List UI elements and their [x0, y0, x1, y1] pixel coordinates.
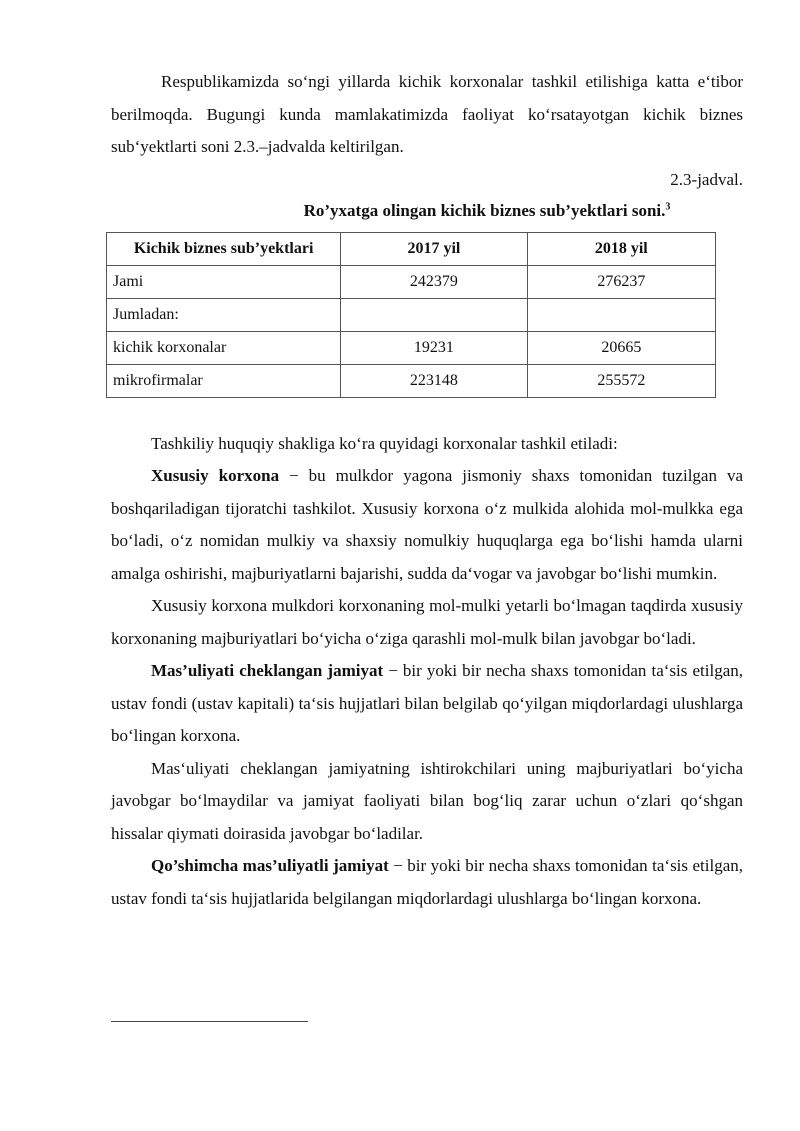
- intro-paragraph: Respublikamizda so‘ngi yillarda kichik korxonalar tashkil etilishiga katta e‘tibor berilmoqda. Bugungi kunda mamlakatimizda faoliyat ko‘rsatayotgan kichik biznes sub‘yektlarti soni 2.3.–jadvalda keltirilgan.: [111, 72, 743, 156]
- table-row: [107, 298, 716, 331]
- body-paragraph: [111, 850, 743, 915]
- footnote-mark: 3: [665, 200, 671, 212]
- header-subjects: Kichik biznes sub’yektlari: [107, 232, 341, 265]
- table-row: [107, 331, 716, 364]
- paragraph-text: − bu mulkdor yagona jismoniy shaxs tomonidan tuzilgan va boshqariladigan tijoratchi tashkilot. Xususiy korxona o‘z mulkida alohida mol-mulkka ega bo‘ladi, o‘z nomidan mulkiy va shaxsiy nomulkiy huquqlarga ega bo‘lishi hamda ularni amalga oshirishi, majburiyatlarni bajarishi, sudda da‘vogar va javobgar bo‘lishi mumkin.: [111, 466, 743, 583]
- header-2018: 2018 yil: [527, 232, 715, 265]
- row-value-2018: 20665: [527, 331, 715, 364]
- paragraph-text: − bir yoki bir necha shaxs tomonidan ta‘sis etilgan, ustav fondi (ustav kapitali) ta‘sis hujjatlari bilan belgilab qo‘yilgan miqdorlardagi ulushlarga bo‘lingan korxona.: [111, 661, 743, 745]
- body-paragraph: [111, 590, 743, 655]
- row-label: kichik korxonalar: [107, 331, 341, 364]
- term-bold: Qo’shimcha mas’uliyatli jamiyat: [151, 856, 389, 875]
- row-label: Jumladan:: [107, 298, 341, 331]
- footnote-divider: [111, 1021, 308, 1022]
- paragraph-text: Mas‘uliyati cheklangan jamiyatning ishtirokchilari uning majburiyatlari bo‘yicha javobgar bo‘lmaydilar va jamiyat faoliyati bilan bog‘liq zarar uchun o‘zlari qo‘shgan hissalar qiymati doirasida javobgar bo‘ladilar.: [111, 758, 743, 843]
- row-value-2017: [341, 298, 527, 331]
- table-header-row: [107, 232, 716, 265]
- table-reference: 2.3-jadval.: [670, 169, 743, 189]
- row-value-2018: [527, 298, 715, 331]
- table-row: [107, 364, 716, 397]
- paragraph-text: − bir yoki bir necha shaxs tomonidan ta‘sis etilgan, ustav fondi ta‘sis hujjatlarida belgilangan miqdorlardagi ulushlarga bo‘lingan korxona.: [111, 856, 743, 908]
- row-label: Jami: [107, 265, 341, 298]
- table-row: [107, 265, 716, 298]
- page-content: [111, 66, 743, 915]
- paragraph-text: Xususiy korxona mulkdori korxonaning mol-mulki yetarli bo‘lmagan taqdirda xususiy korxonaning majburiyatlari bo‘yicha o‘ziga qarashli mol-mulk bilan javobgar bo‘ladi.: [111, 596, 743, 648]
- header-2017: 2017 yil: [341, 232, 527, 265]
- row-label: mikrofirmalar: [107, 364, 341, 397]
- data-table: [106, 232, 716, 398]
- body-paragraph: [111, 460, 743, 590]
- term-bold: Mas’uliyati cheklangan jamiyat: [151, 661, 384, 680]
- row-value-2017: 242379: [341, 265, 527, 298]
- body-paragraph: [111, 753, 743, 851]
- table-caption-text: Ro’yxatga olingan kichik biznes sub’yektlari soni.: [303, 200, 666, 220]
- row-value-2017: 223148: [341, 364, 527, 397]
- body-paragraph: [111, 655, 743, 753]
- row-value-2018: 255572: [527, 364, 715, 397]
- row-value-2017: 19231: [341, 331, 527, 364]
- body-paragraph: [111, 428, 743, 461]
- paragraph-text: Tashkiliy huquqiy shakliga ko‘ra quyidagi korxonalar tashkil etiladi:: [151, 433, 618, 453]
- row-value-2018: 276237: [527, 265, 715, 298]
- term-bold: Xususiy korxona: [151, 466, 280, 485]
- table-caption: [111, 196, 743, 226]
